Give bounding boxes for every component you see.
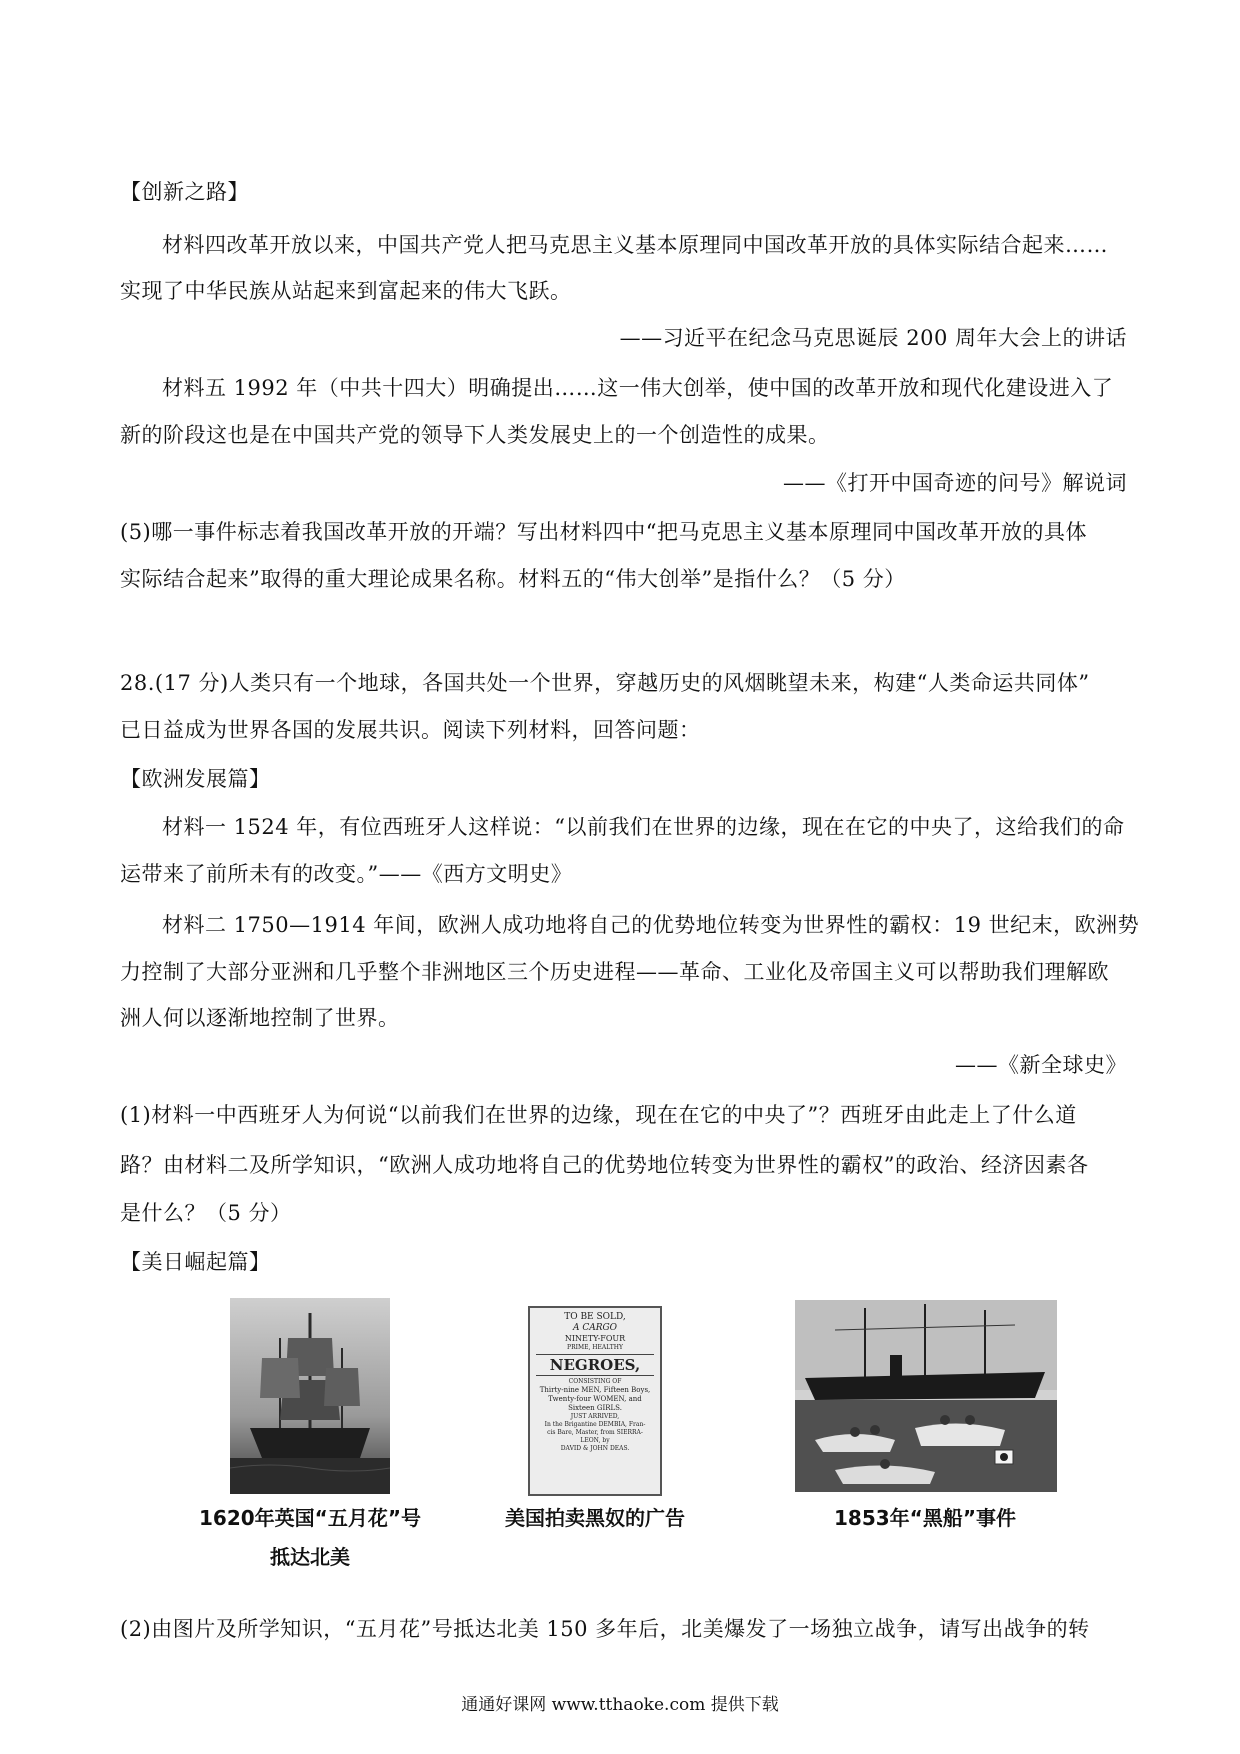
question1-cont: 路？由材料二及所学知识，“欧洲人成功地将自己的优势地位转变为世界性的霸权”的政治、经济因素各 [120,1153,1089,1177]
material2-text-end: 洲人何以逐渐地控制了世界。 [120,1006,400,1030]
material5-text: 材料五 1992 年（中共十四大）明确提出……这一伟大创举，使中国的改革开放和现代化建设进入了 [162,376,1114,400]
innovation-heading: 【创新之路】 [120,180,249,204]
us-japan-heading: 【美日崛起篇】 [120,1250,271,1274]
material4-source: ——习近平在纪念马克思诞辰 200 周年大会上的讲话 [619,326,1127,350]
poster-line: PRIME, HEALTHY [567,1344,623,1351]
poster-line: In the Brigantine DEMBIA, Fran- [544,1421,646,1428]
question2: (2)由图片及所学知识，“五月花”号抵达北美 150 多年后，北美爆发了一场独立战争，请写出战争的转 [120,1617,1090,1641]
material1-text: 材料一 1524 年，有位西班牙人这样说：“以前我们在世界的边缘，现在在它的中央了，这给我们的命 [162,815,1125,839]
question28-cont: 已日益成为世界各国的发展共识。阅读下列材料，回答问题： [120,718,701,742]
figure3-caption: 1853年“黑船”事件 [834,1506,1016,1530]
figure1-caption-cont: 抵达北美 [270,1545,350,1569]
poster-line: TO BE SOLD, [564,1312,626,1322]
poster-line: A CARGO [572,1323,618,1333]
poster-line: Twenty-four WOMEN, and [548,1395,642,1403]
material2-text-cont: 力控制了大部分亚洲和几乎整个非洲地区三个历史进程——革命、工业化及帝国主义可以帮助我们理解欧 [120,960,1109,984]
poster-line: LEON, by [580,1437,610,1444]
question1-end: 是什么？（5 分） [120,1201,292,1225]
question5-cont: 实际结合起来”取得的重大理论成果名称。材料五的“伟大创举”是指什么？（5 分） [120,567,906,591]
poster-line: Thirty-nine MEN, Fifteen Boys, [539,1386,651,1394]
slave-auction-poster-image [528,1306,662,1496]
poster-line: DAVID & JOHN DEAS. [560,1445,630,1452]
poster-line: JUST ARRIVED, [570,1413,620,1420]
page-footer: 通通好课网 www.tthaoke.com 提供下载 [461,1695,779,1715]
question28: 28.(17 分)人类只有一个地球，各国共处一个世界，穿越历史的风烟眺望未来，构建“人类命运共同体” [120,671,1090,695]
poster-line: NINETY-FOUR [564,1334,626,1343]
poster-line: Sixteen GIRLS. [568,1404,622,1412]
material5-source: ——《打开中国奇迹的问号》解说词 [783,471,1127,495]
material2-text: 材料二 1750—1914 年间，欧洲人成功地将自己的优势地位转变为世界性的霸权：19 世纪末，欧洲势 [162,913,1140,937]
material4-text-cont: 实现了中华民族从站起来到富起来的伟大飞跃。 [120,279,572,303]
material2-source: ——《新全球史》 [955,1053,1127,1077]
poster-line: NEGROES, [536,1354,654,1376]
europe-heading: 【欧洲发展篇】 [120,767,271,791]
figure1-caption: 1620年英国“五月花”号 [199,1506,421,1530]
material1-text-cont: 运带来了前所未有的改变。”——《西方文明史》 [120,862,573,886]
figure2-caption: 美国拍卖黑奴的广告 [505,1506,685,1530]
poster-line: CONSISTING OF [568,1378,622,1385]
material4-text: 材料四改革开放以来，中国共产党人把马克思主义基本原理同中国改革开放的具体实际结合起来…… [162,233,1108,257]
question5: (5)哪一事件标志着我国改革开放的开端？写出材料四中“把马克思主义基本原理同中国改革开放的具体 [120,520,1087,544]
black-ships-image [795,1300,1057,1492]
poster-line: cis Bare, Master, from SIERRA- [547,1429,643,1436]
mayflower-ship-image [230,1298,390,1494]
material5-text-cont: 新的阶段这也是在中国共产党的领导下人类发展史上的一个创造性的成果。 [120,423,830,447]
question1: (1)材料一中西班牙人为何说“以前我们在世界的边缘，现在在它的中央了”？西班牙由此走上了什么道 [120,1103,1077,1127]
